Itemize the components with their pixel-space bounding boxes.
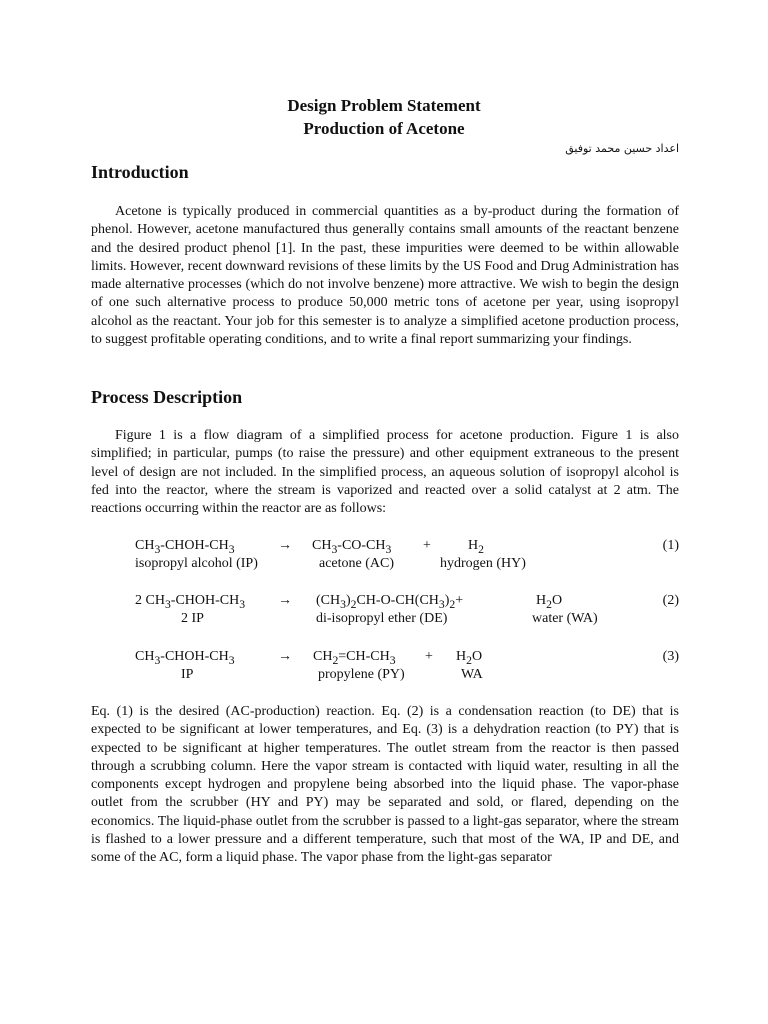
equation-number: (3) bbox=[662, 649, 679, 664]
reaction-2-reactant-label: 2 IP bbox=[181, 611, 204, 626]
reaction-1-product-1: $CH_3-CO-CH_3$ bbox=[312, 538, 392, 556]
reaction-3-product-1-label: propylene (PY) bbox=[318, 667, 405, 682]
introduction-paragraph: Acetone is typically produced in commercial quantities as a by-product during the formation of phenol. However, acetone manufactured thus generally contains small amounts of the reactant benzene and the desired product phenol [1]. In the past, these impurities were deemed to be within allowable limits. However, recent downward revisions of these limits by the US Food and Drug Administration has made alternative processes (which do not involve benzene) more attractive. We wish to begin the design of one such alternative process to produce 50,000 metric tons of acetone per year, using isopropyl alcohol as the reactant. Your job for this semester is to analyze a simplified acetone production process, to suggest profitable operating conditions, and to write a final report summarizing your findings. bbox=[91, 204, 679, 348]
reaction-2-reactant: 2 $CH_3-CHOH-CH_3$ bbox=[135, 593, 246, 611]
equation-number: (1) bbox=[662, 538, 679, 553]
reaction-arrow: → bbox=[278, 538, 292, 553]
author-note: اعداد حسين محمد توفيق bbox=[565, 142, 679, 155]
reaction-2-product-1: $(CH_3)_2CH-O-CH(CH_3)_2+$ bbox=[316, 593, 464, 611]
reaction-arrow: → bbox=[278, 649, 292, 664]
reaction-3-reactant: $CH_3-CHOH-CH_3$ bbox=[135, 649, 235, 667]
reaction-arrow: → bbox=[278, 593, 292, 608]
equation-number: (2) bbox=[662, 593, 679, 608]
reaction-3-product-2: $H_2O$ bbox=[456, 649, 483, 667]
document-subtitle: Production of Acetone bbox=[303, 119, 465, 138]
process-description-heading: Process Description bbox=[91, 387, 243, 407]
reaction-1-reactant-label: isopropyl alcohol (IP) bbox=[135, 556, 258, 571]
reaction-1-product-2-label: hydrogen (HY) bbox=[440, 556, 526, 571]
reaction-1-product-2: $H_2$ bbox=[468, 538, 484, 556]
reaction-2-product-2-label: water (WA) bbox=[532, 611, 598, 626]
reaction-2-product-1-label: di-isopropyl ether (DE) bbox=[316, 611, 448, 626]
reaction-2 bbox=[0, 592, 768, 632]
reaction-1 bbox=[0, 537, 768, 577]
reaction-3-product-2-label: WA bbox=[461, 667, 483, 682]
reaction-3-reactant-label: IP bbox=[181, 667, 194, 682]
reaction-3 bbox=[0, 648, 768, 688]
reaction-2-product-2: $H_2O$ bbox=[536, 593, 563, 611]
reaction-1-reactant: $CH_3-CHOH-CH_3$ bbox=[135, 538, 235, 556]
reaction-1-product-1-label: acetone (AC) bbox=[319, 556, 395, 571]
introduction-heading: Introduction bbox=[91, 162, 189, 182]
plus-sign: + bbox=[423, 538, 431, 553]
document-title: Design Problem Statement bbox=[287, 96, 481, 115]
reaction-3-product-1: $CH_2=CH-CH_3$ bbox=[313, 649, 396, 667]
plus-sign: + bbox=[425, 649, 433, 664]
reactions-discussion-paragraph: Eq. (1) is the desired (AC-production) reaction. Eq. (2) is a condensation reaction (to DE) that is expected to be significant at lower temperatures, and Eq. (3) is a dehydration reaction (to PY) that is expected to be significant at higher temperatures. The outlet stream from the reactor is then passed through a scrubbing column. Here the vapor stream is contacted with liquid water, resulting in all the components except hydrogen and propylene being absorbed into the liquid phase. The vapor-phase outlet from the scrubber (HY and PY) may be separated and sold, or flared, depending on the economics. The liquid-phase outlet from the scrubber is passed to a light-gas separator, where the stream is flashed to a lower pressure and a different temperature, such that most of the WA, IP and DE, and some of the AC, form a liquid phase. The vapor phase from the light-gas separator bbox=[91, 704, 679, 866]
process-description-paragraph: Figure 1 is a flow diagram of a simplified process for acetone production. Figure 1 is also simplified; in particular, pumps (to raise the pressure) and other equipment extraneous to the present level of design are not included. In the simplified process, an aqueous solution of isopropyl alcohol is fed into the reactor, where the stream is vaporized and reacted over a solid catalyst at 2 atm. The reactions occurring within the reactor are as follows: bbox=[91, 428, 679, 517]
